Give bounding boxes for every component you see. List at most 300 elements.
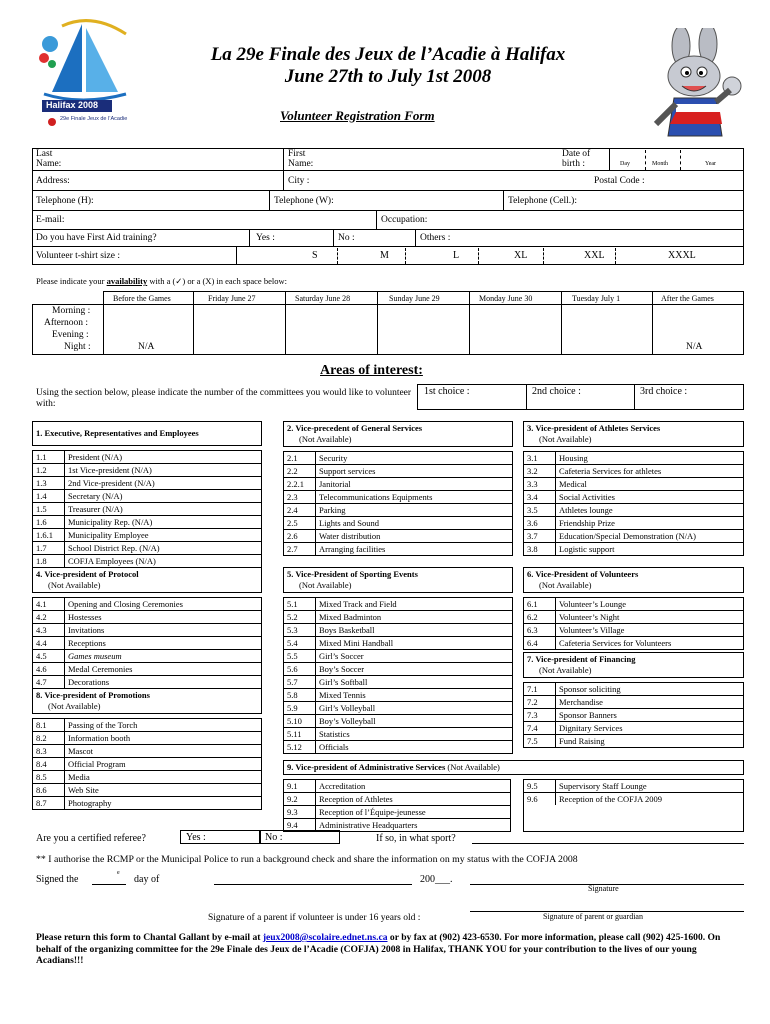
item-label: School District Rep. (N/A) bbox=[68, 543, 160, 553]
item-number: 5.3 bbox=[287, 625, 298, 635]
list-item[interactable] bbox=[284, 701, 512, 714]
s3-subtitle: (Not Available) bbox=[539, 434, 592, 444]
item-number: 2.5 bbox=[287, 518, 298, 528]
item-number: 9.3 bbox=[287, 807, 298, 817]
s4-subtitle: (Not Available) bbox=[48, 580, 101, 590]
choice-1[interactable]: 1st choice : bbox=[424, 386, 470, 397]
item-label: Reception of l’Équipe-jeunesse bbox=[319, 807, 426, 817]
list-item[interactable] bbox=[33, 675, 261, 688]
item-number: 5.8 bbox=[287, 690, 298, 700]
list-item[interactable] bbox=[284, 529, 512, 542]
item-number: 1.4 bbox=[36, 491, 47, 501]
list-item[interactable] bbox=[284, 464, 512, 477]
section-7 bbox=[523, 652, 744, 748]
item-label: 1st Vice-president (N/A) bbox=[68, 465, 152, 475]
s9-subtitle: (Not Available) bbox=[445, 762, 500, 772]
list-item[interactable] bbox=[284, 805, 510, 818]
item-number: 3.2 bbox=[527, 466, 538, 476]
item-number: 5.11 bbox=[287, 729, 302, 739]
postal-label: Postal Code : bbox=[594, 176, 645, 186]
avail-col-sun: Sunday June 29 bbox=[389, 294, 440, 303]
item-number: 7.3 bbox=[527, 710, 538, 720]
s2-title: 2. Vice-precedent of General Services bbox=[287, 423, 423, 433]
list-item[interactable] bbox=[284, 490, 512, 503]
item-label: Logistic support bbox=[559, 544, 615, 554]
size-xl[interactable]: XL bbox=[514, 250, 528, 261]
s3-header bbox=[523, 421, 744, 447]
list-item[interactable] bbox=[33, 796, 261, 809]
dob-label: Date of birth : bbox=[562, 149, 591, 169]
item-label: Friendship Prize bbox=[559, 518, 615, 528]
item-label: Cafeteria Services for Volunteers bbox=[559, 638, 672, 648]
list-item[interactable] bbox=[284, 740, 512, 753]
list-item[interactable] bbox=[524, 792, 743, 805]
s7-header bbox=[523, 652, 744, 678]
list-item[interactable] bbox=[33, 719, 261, 731]
address-label: Address: bbox=[36, 176, 70, 186]
section-8 bbox=[32, 688, 262, 810]
item-label: Dignitary Services bbox=[559, 723, 623, 733]
list-item[interactable] bbox=[524, 490, 743, 503]
item-label: Merchandise bbox=[559, 697, 603, 707]
avail-row-evening: Evening : bbox=[52, 330, 89, 340]
parent-question: Signature of a parent if volunteer is under 16 years old : bbox=[208, 913, 421, 923]
s8-header bbox=[32, 688, 262, 714]
item-label: Parking bbox=[319, 505, 346, 515]
s9-title: 9. Vice-president of Administrative Services bbox=[287, 762, 446, 772]
list-item[interactable] bbox=[33, 598, 261, 610]
item-number: 9.6 bbox=[527, 794, 538, 804]
section-2 bbox=[283, 421, 513, 556]
item-number: 1.5 bbox=[36, 504, 47, 514]
item-number: 8.4 bbox=[36, 759, 47, 769]
item-label: Municipality Employee bbox=[68, 530, 149, 540]
item-label: Fund Raising bbox=[559, 736, 605, 746]
section-4 bbox=[32, 567, 262, 689]
item-number: 8.1 bbox=[36, 720, 47, 730]
item-number: 1.8 bbox=[36, 556, 47, 566]
item-number: 3.5 bbox=[527, 505, 538, 515]
item-number: 2.6 bbox=[287, 531, 298, 541]
list-item[interactable] bbox=[33, 610, 261, 623]
item-number: 9.4 bbox=[287, 820, 298, 830]
item-number: 8.5 bbox=[36, 772, 47, 782]
list-item[interactable] bbox=[33, 783, 261, 796]
list-item[interactable] bbox=[524, 780, 743, 792]
size-m[interactable]: M bbox=[380, 250, 389, 261]
size-xxxl[interactable]: XXXL bbox=[668, 250, 696, 261]
list-item[interactable] bbox=[284, 688, 512, 701]
item-label: Invitations bbox=[68, 625, 105, 635]
list-item[interactable] bbox=[524, 464, 743, 477]
item-label: Medical bbox=[559, 479, 587, 489]
s4-title: 4. Vice-president of Protocol bbox=[36, 569, 139, 579]
item-number: 7.4 bbox=[527, 723, 538, 733]
item-label: Housing bbox=[559, 453, 588, 463]
section-6 bbox=[523, 567, 744, 650]
avail-col-fri: Friday June 27 bbox=[208, 294, 256, 303]
list-item[interactable] bbox=[284, 727, 512, 740]
logo-subtext: 29e Finale Jeux de l’Acadie bbox=[60, 116, 128, 122]
list-item[interactable] bbox=[524, 477, 743, 490]
item-number: 4.3 bbox=[36, 625, 47, 635]
page-title-line2: June 27th to July 1st 2008 bbox=[284, 66, 492, 87]
phone-row bbox=[32, 191, 744, 211]
s5-header bbox=[283, 567, 513, 593]
referee-question: Are you a certified referee? bbox=[36, 833, 146, 844]
item-number: 5.2 bbox=[287, 612, 298, 622]
item-label: Boy’s Volleyball bbox=[319, 716, 376, 726]
item-label: Lights and Sound bbox=[319, 518, 379, 528]
s7-subtitle: (Not Available) bbox=[539, 665, 592, 675]
item-label: Sponsor soliciting bbox=[559, 684, 621, 694]
item-label: 2nd Vice-president (N/A) bbox=[68, 478, 155, 488]
item-number: 7.2 bbox=[527, 697, 538, 707]
list-item[interactable] bbox=[33, 502, 261, 515]
list-item[interactable] bbox=[33, 662, 261, 675]
list-item[interactable] bbox=[284, 598, 512, 610]
list-item[interactable] bbox=[284, 792, 510, 805]
s8-title: 8. Vice-president of Promotions bbox=[36, 690, 150, 700]
s9-header bbox=[283, 760, 744, 775]
avail-row-afternoon: Afternoon : bbox=[44, 318, 89, 328]
item-number: 5.4 bbox=[287, 638, 298, 648]
avail-col-tue: Tuesday July 1 bbox=[572, 294, 621, 303]
item-label: Mixed Tennis bbox=[319, 690, 366, 700]
areas-heading: Areas of interest: bbox=[320, 363, 423, 378]
list-item[interactable] bbox=[284, 452, 512, 464]
tel-home-label: Telephone (H): bbox=[36, 196, 94, 206]
list-item[interactable] bbox=[33, 476, 261, 489]
item-label: Hostesses bbox=[68, 612, 102, 622]
item-number: 7.1 bbox=[527, 684, 538, 694]
list-item[interactable] bbox=[284, 516, 512, 529]
item-label: Secretary (N/A) bbox=[68, 491, 123, 501]
s8-subtitle: (Not Available) bbox=[48, 701, 101, 711]
item-label: Girl’s Volleyball bbox=[319, 703, 376, 713]
item-number: 9.1 bbox=[287, 781, 298, 791]
item-number: 5.10 bbox=[287, 716, 302, 726]
list-item[interactable] bbox=[284, 610, 512, 623]
item-label: Treasurer (N/A) bbox=[68, 504, 123, 514]
referee-yes: Yes : bbox=[186, 832, 206, 843]
item-label: Reception of the COFJA 2009 bbox=[559, 794, 662, 804]
item-label: Reception of Athletes bbox=[319, 794, 393, 804]
item-label: Arranging facilities bbox=[319, 544, 386, 554]
item-number: 1.2 bbox=[36, 465, 47, 475]
list-item[interactable] bbox=[33, 541, 261, 554]
list-item[interactable] bbox=[33, 770, 261, 783]
item-number: 1.1 bbox=[36, 452, 47, 462]
list-item[interactable] bbox=[284, 636, 512, 649]
list-item[interactable] bbox=[524, 516, 743, 529]
item-label: Municipality Rep. (N/A) bbox=[68, 517, 153, 527]
list-item[interactable] bbox=[524, 452, 743, 464]
list-item[interactable] bbox=[524, 683, 743, 695]
list-item[interactable] bbox=[524, 542, 743, 555]
s5-subtitle: (Not Available) bbox=[299, 580, 352, 590]
item-number: 5.5 bbox=[287, 651, 298, 661]
item-label: Mascot bbox=[68, 746, 94, 756]
list-item[interactable] bbox=[33, 636, 261, 649]
item-label: Web Site bbox=[68, 785, 99, 795]
item-number: 9.2 bbox=[287, 794, 298, 804]
item-number: 6.1 bbox=[527, 599, 538, 609]
item-label: Volunteer’s Village bbox=[559, 625, 625, 635]
list-item[interactable] bbox=[33, 515, 261, 528]
avail-row-night: Night : bbox=[64, 342, 91, 352]
dob-month: Month bbox=[652, 161, 669, 167]
item-number: 5.1 bbox=[287, 599, 298, 609]
item-number: 8.3 bbox=[36, 746, 47, 756]
list-item[interactable] bbox=[284, 675, 512, 688]
item-number: 7.5 bbox=[527, 736, 538, 746]
item-label: Telecommunications Equipments bbox=[319, 492, 433, 502]
item-label: Games museum bbox=[68, 651, 122, 661]
list-item[interactable] bbox=[524, 695, 743, 708]
list-item[interactable] bbox=[284, 662, 512, 675]
list-item[interactable] bbox=[524, 734, 743, 747]
item-label: Media bbox=[68, 772, 90, 782]
first-aid-others[interactable]: Others : bbox=[420, 233, 451, 243]
s4-header bbox=[32, 567, 262, 593]
item-number: 1.3 bbox=[36, 478, 47, 488]
item-label: Mixed Mini Handball bbox=[319, 638, 394, 648]
item-label: Sponsor Banners bbox=[559, 710, 617, 720]
item-label: Photography bbox=[68, 798, 112, 808]
list-item[interactable] bbox=[284, 649, 512, 662]
choice-3[interactable]: 3rd choice : bbox=[640, 386, 688, 397]
list-item[interactable] bbox=[284, 623, 512, 636]
dob-day: Day bbox=[620, 161, 630, 167]
contact-email-link[interactable]: jeux2008@scolaire.ednet.ns.ca bbox=[262, 932, 388, 943]
list-item[interactable] bbox=[284, 780, 510, 792]
item-number: 1.6 bbox=[36, 517, 47, 527]
item-label: Athletes lounge bbox=[559, 505, 613, 515]
s6-title: 6. Vice-President of Volunteers bbox=[527, 569, 639, 579]
month-field[interactable] bbox=[214, 884, 412, 885]
s3-title: 3. Vice-president of Athletes Services bbox=[527, 423, 661, 433]
item-number: 4.5 bbox=[36, 651, 47, 661]
list-item[interactable] bbox=[524, 610, 743, 623]
mascot-image bbox=[636, 28, 754, 140]
last-name-field[interactable] bbox=[80, 150, 280, 169]
item-number: 6.4 bbox=[527, 638, 538, 648]
item-label: Mixed Track and Field bbox=[319, 599, 397, 609]
list-item[interactable] bbox=[524, 721, 743, 734]
city-label: City : bbox=[288, 176, 310, 186]
list-item[interactable] bbox=[524, 503, 743, 516]
avail-na-before: N/A bbox=[138, 342, 155, 352]
item-label: Passing of the Torch bbox=[68, 720, 138, 730]
availability-intro: Please indicate your availability with a (✓) or a (X) in each space below: bbox=[36, 276, 287, 286]
size-xxl[interactable]: XXL bbox=[584, 250, 605, 261]
item-label: Boy’s Soccer bbox=[319, 664, 365, 674]
item-number: 8.2 bbox=[36, 733, 47, 743]
item-number: 2.2 bbox=[287, 466, 298, 476]
form-subtitle: Volunteer Registration Form bbox=[280, 108, 435, 123]
avail-col-before: Before the Games bbox=[113, 294, 171, 303]
item-number: 2.3 bbox=[287, 492, 298, 502]
item-label: Statistics bbox=[319, 729, 350, 739]
item-label: Boys Basketball bbox=[319, 625, 375, 635]
first-aid-no[interactable]: No : bbox=[338, 233, 355, 243]
item-label: Official Program bbox=[68, 759, 126, 769]
list-item[interactable] bbox=[284, 503, 512, 516]
item-label: Social Activities bbox=[559, 492, 615, 502]
item-number: 8.6 bbox=[36, 785, 47, 795]
item-number: 3.8 bbox=[527, 544, 538, 554]
item-label: Decorations bbox=[68, 677, 110, 687]
s2-subtitle: (Not Available) bbox=[299, 434, 352, 444]
item-label: Support services bbox=[319, 466, 376, 476]
s6-header bbox=[523, 567, 744, 593]
item-number: 2.1 bbox=[287, 453, 298, 463]
item-number: 3.6 bbox=[527, 518, 538, 528]
item-label: Security bbox=[319, 453, 348, 463]
item-number: 5.6 bbox=[287, 664, 298, 674]
email-label: E-mail: bbox=[36, 215, 65, 225]
item-label: Medal Ceremonies bbox=[68, 664, 133, 674]
item-label: Information booth bbox=[68, 733, 131, 743]
s1-header bbox=[32, 421, 262, 446]
list-item[interactable] bbox=[33, 744, 261, 757]
item-label: Opening and Closing Ceremonies bbox=[68, 599, 183, 609]
list-item[interactable] bbox=[524, 636, 743, 649]
avail-col-sat: Saturday June 28 bbox=[295, 294, 351, 303]
authorise-text: ** I authorise the RCMP or the Municipal Police to run a background check and share the information on my status with the COFJA 2008 bbox=[36, 854, 578, 865]
avail-col-mon: Monday June 30 bbox=[479, 294, 533, 303]
signature-label: Signature bbox=[588, 884, 619, 893]
sport-question: If so, in what sport? bbox=[376, 833, 456, 844]
event-logo bbox=[22, 14, 152, 136]
choice-2[interactable]: 2nd choice : bbox=[532, 386, 581, 397]
signed-the-label: Signed the bbox=[36, 874, 79, 885]
tel-cell-label: Telephone (Cell.): bbox=[508, 196, 577, 206]
page-title-line1: La 29e Finale des Jeux de l’Acadie à Halifax bbox=[210, 44, 566, 65]
item-number: 5.7 bbox=[287, 677, 298, 687]
item-label: Girl’s Softball bbox=[319, 677, 368, 687]
return-instructions: Please return this form to Chantal Gallant by e-mail at jeux2008@scolaire.ednet.ns.ca or by fax at (902) 423-6530. For more information, please call (902) 425-1600. On behalf of the organizing committee for the 29e Finale des Jeux de l’Acadie (COFJA) 2008 in Halifax, THANK YOU for your contribution to the lives of our young Acadians!!! bbox=[36, 932, 721, 966]
list-item[interactable] bbox=[284, 542, 512, 555]
list-item[interactable] bbox=[524, 708, 743, 721]
section-1 bbox=[32, 421, 262, 568]
day-of-label: day of bbox=[134, 874, 160, 885]
item-label: Mixed Badminton bbox=[319, 612, 382, 622]
s5-title: 5. Vice-President of Sporting Events bbox=[287, 569, 418, 579]
avail-col-after: After the Games bbox=[661, 294, 714, 303]
item-label: President (N/A) bbox=[68, 452, 123, 462]
logo-text: Halifax 2008 bbox=[46, 100, 99, 110]
item-number: 6.2 bbox=[527, 612, 538, 622]
item-label: Janitorial bbox=[319, 479, 351, 489]
tshirt-label: Volunteer t-shirt size : bbox=[36, 251, 120, 261]
item-label: Cafeteria Services for athletes bbox=[559, 466, 662, 476]
item-number: 4.4 bbox=[36, 638, 47, 648]
dob-year: Year bbox=[705, 161, 717, 167]
list-item[interactable] bbox=[33, 757, 261, 770]
item-label: Officials bbox=[319, 742, 349, 752]
list-item[interactable] bbox=[33, 463, 261, 476]
item-label: Volunteer’s Night bbox=[559, 612, 620, 622]
s7-title: 7. Vice-president of Financing bbox=[527, 654, 636, 664]
item-label: Girl’s Soccer bbox=[319, 651, 364, 661]
item-label: COFJA Employees (N/A) bbox=[68, 556, 156, 566]
size-s[interactable]: S bbox=[312, 250, 318, 261]
list-item[interactable] bbox=[33, 451, 261, 463]
item-label: Volunteer’s Lounge bbox=[559, 599, 626, 609]
item-number: 4.2 bbox=[36, 612, 47, 622]
tel-work-label: Telephone (W): bbox=[274, 196, 334, 206]
occupation-label: Occupation: bbox=[381, 215, 428, 225]
list-item[interactable] bbox=[33, 649, 261, 662]
first-name-label: First Name: bbox=[288, 149, 314, 169]
list-item[interactable] bbox=[284, 477, 512, 490]
avail-na-after: N/A bbox=[686, 342, 703, 352]
item-number: 5.12 bbox=[287, 742, 302, 752]
section-9 bbox=[283, 760, 744, 832]
item-number: 5.9 bbox=[287, 703, 298, 713]
referee-no: No : bbox=[265, 832, 283, 843]
avail-row-morning: Morning : bbox=[52, 306, 91, 316]
s1-title: 1. Executive, Representatives and Employees bbox=[36, 428, 199, 438]
interest-instructions: Using the section below, please indicate the number of the committees you would like to volunteer with: bbox=[36, 388, 412, 409]
item-number: 2.7 bbox=[287, 544, 298, 554]
s2-header bbox=[283, 421, 513, 447]
item-number: 4.6 bbox=[36, 664, 47, 674]
list-item[interactable] bbox=[524, 623, 743, 636]
item-number: 8.7 bbox=[36, 798, 47, 808]
item-label: Education/Special Demonstration (N/A) bbox=[559, 531, 696, 541]
item-number: 2.4 bbox=[287, 505, 298, 515]
item-label: Water distribution bbox=[319, 531, 381, 541]
item-number: 9.5 bbox=[527, 781, 538, 791]
section-5 bbox=[283, 567, 513, 754]
size-l[interactable]: L bbox=[453, 250, 460, 261]
item-number: 3.3 bbox=[527, 479, 538, 489]
item-label: Accreditation bbox=[319, 781, 366, 791]
item-label: Receptions bbox=[68, 638, 106, 648]
list-item[interactable] bbox=[33, 489, 261, 502]
day-superscript: e bbox=[117, 870, 120, 876]
list-item[interactable] bbox=[524, 529, 743, 542]
item-number: 3.1 bbox=[527, 453, 538, 463]
item-label: Supervisory Staff Lounge bbox=[559, 781, 647, 791]
list-item[interactable] bbox=[33, 623, 261, 636]
item-number: 2.2.1 bbox=[287, 479, 304, 489]
parent-signature-label: Signature of parent or guardian bbox=[543, 912, 643, 921]
section-3 bbox=[523, 421, 744, 556]
s6-subtitle: (Not Available) bbox=[539, 580, 592, 590]
item-number: 4.7 bbox=[36, 677, 47, 687]
item-number: 4.1 bbox=[36, 599, 47, 609]
list-item[interactable] bbox=[33, 528, 261, 541]
list-item[interactable] bbox=[284, 714, 512, 727]
item-number: 3.4 bbox=[527, 492, 538, 502]
item-label: Administrative Headquarters bbox=[319, 820, 418, 830]
list-item[interactable] bbox=[33, 731, 261, 744]
item-number: 1.6.1 bbox=[36, 530, 53, 540]
first-aid-yes[interactable]: Yes : bbox=[256, 233, 275, 243]
first-aid-label: Do you have First Aid training? bbox=[36, 233, 157, 243]
year-label: 200___. bbox=[420, 874, 453, 885]
item-number: 6.3 bbox=[527, 625, 538, 635]
item-number: 3.7 bbox=[527, 531, 538, 541]
sport-field[interactable] bbox=[472, 843, 744, 844]
list-item[interactable] bbox=[524, 598, 743, 610]
item-number: 1.7 bbox=[36, 543, 47, 553]
list-item[interactable] bbox=[33, 554, 261, 567]
